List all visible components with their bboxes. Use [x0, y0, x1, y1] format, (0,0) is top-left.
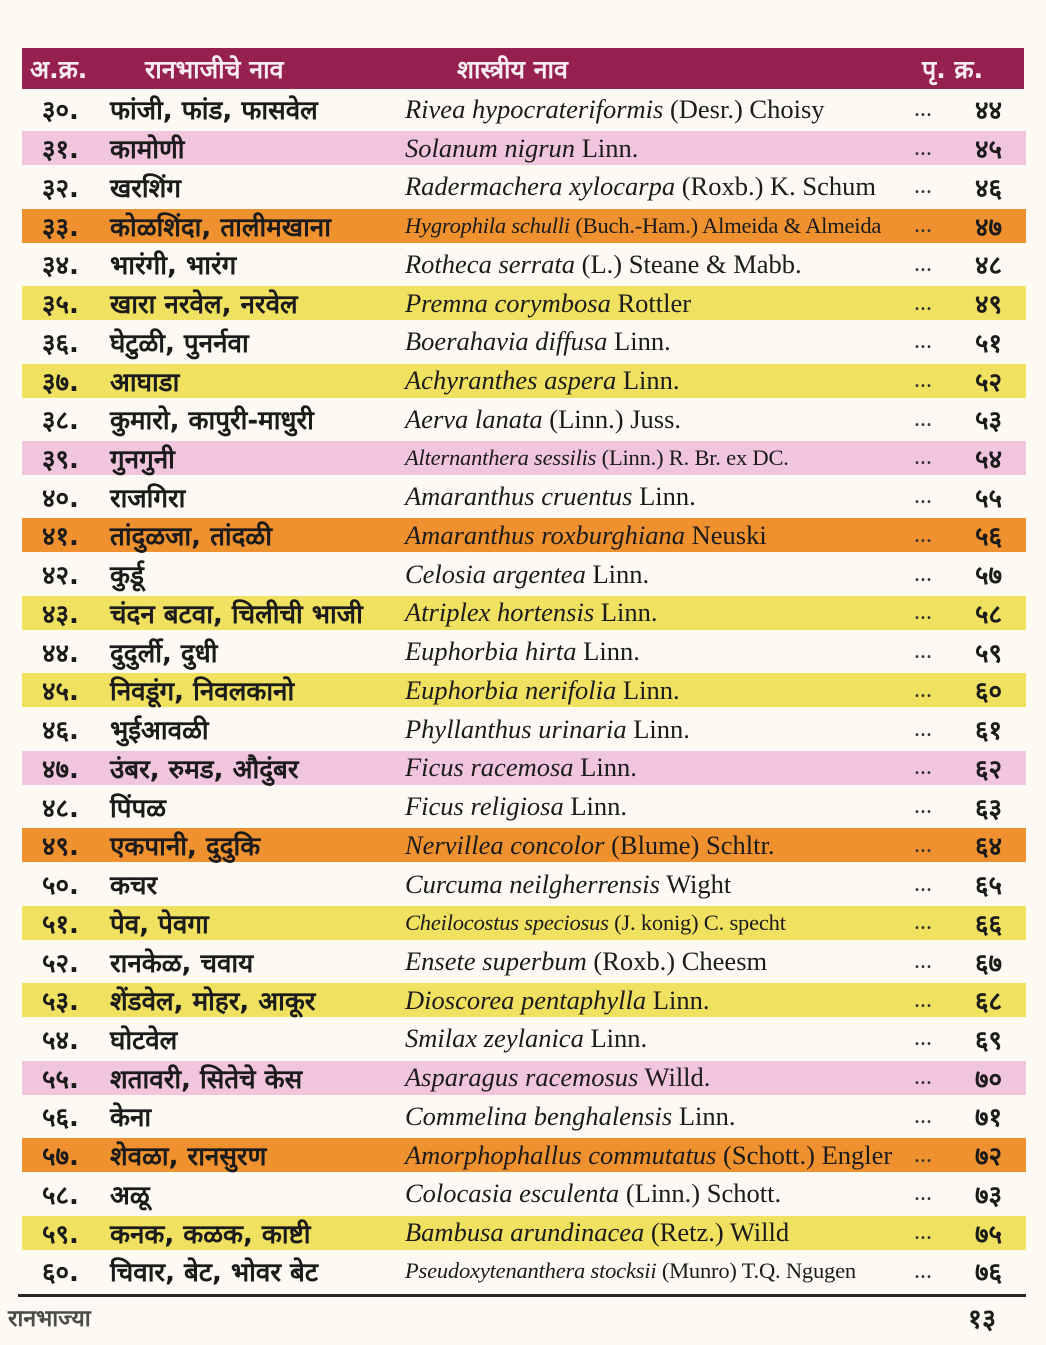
row-serial-number: ३६. — [42, 328, 79, 359]
row-scientific-name-binomial: Amaranthus roxburghiana — [405, 519, 685, 550]
row-vegetable-name: अळू — [110, 1180, 150, 1211]
row-scientific-name — [405, 675, 914, 706]
row-scientific-name-authority: (Retz.) Willd — [644, 1217, 790, 1248]
row-vegetable-name: भारंगी, भारंग — [110, 251, 237, 282]
row-scientific-name-authority: Linn. — [594, 597, 658, 628]
row-leader-dots: ... — [914, 1102, 932, 1129]
row-serial-number: ४५. — [42, 677, 79, 708]
row-vegetable-name: कामोणी — [110, 135, 185, 166]
row-leader-dots: ... — [914, 134, 932, 161]
row-page-number: ७२ — [974, 1142, 1002, 1173]
row-leader-dots: ... — [914, 1141, 932, 1168]
row-serial-number: ५०. — [42, 871, 79, 902]
row-vegetable-name: शेवळा, रानसुरण — [110, 1142, 267, 1173]
table-row — [22, 942, 1026, 981]
row-scientific-name-binomial: Amaranthus cruentus — [405, 481, 633, 512]
row-scientific-name — [405, 1101, 914, 1132]
row-scientific-name-binomial: Boerahavia diffusa — [405, 326, 608, 357]
row-page-number: ७० — [974, 1064, 1002, 1095]
row-page-number: ६७ — [974, 948, 1002, 979]
row-scientific-name-authority: Linn. — [616, 365, 680, 395]
row-leader-dots: ... — [914, 250, 932, 277]
row-page-number: ४७ — [974, 212, 1002, 243]
row-scientific-name-authority: Linn. — [626, 713, 690, 744]
row-scientific-name-binomial: Rivea hypocrateriformis — [405, 93, 664, 124]
row-page-number: ६२ — [974, 754, 1002, 785]
row-page-number: ५६ — [974, 522, 1002, 553]
row-leader-dots: ... — [914, 212, 932, 239]
row-scientific-name-authority: Linn. — [573, 752, 637, 783]
row-scientific-name — [405, 830, 914, 861]
row-page-number: ६५ — [974, 871, 1002, 902]
row-page-number: ६८ — [974, 987, 1002, 1018]
row-vegetable-name: केना — [110, 1103, 152, 1134]
row-leader-dots: ... — [914, 831, 932, 858]
footer-page-number: १३ — [967, 1304, 996, 1335]
row-scientific-name-authority: Linn. — [583, 1023, 648, 1054]
row-scientific-name — [405, 288, 914, 319]
row-scientific-name — [405, 714, 914, 745]
row-scientific-name — [405, 481, 914, 512]
row-page-number: ५१ — [974, 328, 1002, 359]
row-page-number: ७३ — [974, 1180, 1002, 1211]
row-scientific-name-authority: Linn. — [563, 791, 628, 822]
table-row — [22, 787, 1026, 826]
row-leader-dots: ... — [914, 289, 932, 316]
row-scientific-name-authority: (Munro) T.Q. Ngugen — [656, 1258, 856, 1284]
row-vegetable-name: फांजी, फांड, फासवेल — [110, 96, 318, 127]
row-scientific-name — [405, 1178, 914, 1209]
row-leader-dots: ... — [914, 1064, 932, 1091]
table-row — [22, 826, 1026, 865]
row-scientific-name-binomial: Bambusa arundinacea — [405, 1217, 645, 1248]
row-scientific-name-authority: Linn. — [672, 1100, 736, 1131]
row-leader-dots: ... — [914, 1257, 932, 1284]
row-scientific-name-authority: (Linn.) Schott. — [619, 1178, 782, 1209]
row-serial-number: ५१. — [42, 909, 79, 940]
row-leader-dots: ... — [914, 793, 932, 820]
row-scientific-name — [405, 365, 914, 396]
row-serial-number: ३९. — [42, 444, 79, 475]
row-serial-number: ३८. — [42, 406, 79, 437]
row-vegetable-name: निवडूंग, निवलकानो — [110, 677, 295, 708]
row-vegetable-name: कुमारो, कापुरी-माधुरी — [110, 406, 314, 437]
row-vegetable-name: खरशिंग — [110, 173, 181, 204]
row-vegetable-name: पेव, पेवगा — [110, 909, 209, 940]
row-scientific-name-binomial: Curcuma neilgherrensis — [405, 868, 660, 899]
row-scientific-name-authority: (J. konig) C. specht — [608, 909, 786, 935]
table-row — [22, 245, 1026, 284]
row-scientific-name — [405, 326, 914, 357]
row-serial-number: ३२. — [42, 173, 79, 204]
row-serial-number: ५६. — [42, 1103, 79, 1134]
row-scientific-name-binomial: Euphorbia nerifolia — [405, 674, 617, 705]
row-page-number: ५९ — [974, 638, 1002, 669]
row-leader-dots: ... — [914, 1219, 932, 1246]
row-scientific-name — [405, 597, 914, 628]
row-vegetable-name: राजगिरा — [110, 483, 186, 514]
row-scientific-name-authority: (Linn.) R. Br. ex DC. — [596, 444, 789, 470]
row-leader-dots: ... — [914, 715, 932, 742]
table-row — [22, 1020, 1026, 1059]
row-leader-dots: ... — [914, 909, 932, 936]
row-page-number: ६९ — [974, 1025, 1002, 1056]
footer-rule — [18, 1294, 1026, 1297]
row-page-number: ७५ — [974, 1219, 1002, 1250]
table-row — [22, 439, 1026, 478]
row-scientific-name — [405, 985, 914, 1016]
row-serial-number: ५२. — [42, 948, 79, 979]
row-scientific-name — [405, 445, 914, 471]
row-page-number: ५५ — [974, 483, 1002, 514]
row-scientific-name-authority: Rottler — [610, 287, 692, 318]
row-scientific-name — [405, 791, 914, 822]
row-vegetable-name: कुर्डू — [110, 561, 144, 592]
row-serial-number: ४४. — [42, 638, 79, 669]
row-scientific-name-authority: (Desr.) Choisy — [663, 93, 825, 124]
row-scientific-name-authority: Wight — [659, 868, 732, 899]
row-scientific-name-binomial: Phyllanthus urinaria — [405, 713, 627, 744]
row-page-number: ६३ — [974, 793, 1002, 824]
row-vegetable-name: शेंडवेल, मोहर, आकूर — [110, 987, 316, 1018]
row-serial-number: ४७. — [42, 754, 79, 785]
row-scientific-name — [405, 520, 914, 551]
row-scientific-name-binomial: Alternanthera sessilis — [405, 444, 597, 470]
row-scientific-name-authority: Linn. — [646, 984, 710, 1015]
row-leader-dots: ... — [914, 444, 932, 471]
row-scientific-name-binomial: Nervillea concolor — [405, 829, 605, 860]
row-scientific-name — [405, 1023, 914, 1054]
row-serial-number: ५४. — [42, 1025, 79, 1056]
row-scientific-name-binomial: Radermachera xylocarpa — [405, 171, 676, 202]
table-row — [22, 361, 1026, 400]
row-scientific-name — [405, 1258, 914, 1284]
row-serial-number: ४२. — [42, 561, 79, 592]
row-vegetable-name: भुईआवळी — [110, 716, 209, 747]
row-scientific-name-authority: Willd. — [638, 1062, 711, 1093]
row-serial-number: ३५. — [42, 290, 79, 321]
row-leader-dots: ... — [914, 986, 932, 1013]
row-scientific-name-authority: (Blume) Schltr. — [604, 829, 775, 860]
table-row — [22, 1213, 1026, 1252]
row-leader-dots: ... — [914, 328, 932, 355]
row-page-number: ६१ — [974, 716, 1002, 747]
row-scientific-name-authority: Linn. — [575, 132, 639, 163]
table-row — [22, 129, 1026, 168]
row-scientific-name-binomial: Achyranthes aspera — [405, 365, 617, 395]
row-scientific-name-binomial: Ensete superbum — [405, 946, 587, 977]
row-serial-number: ६०. — [42, 1258, 79, 1289]
row-leader-dots: ... — [914, 948, 932, 975]
row-scientific-name — [405, 946, 914, 977]
row-page-number: ७१ — [974, 1103, 1002, 1134]
column-header-scientific-name: शास्त्रीय नाव — [457, 54, 568, 84]
table-row — [22, 555, 1026, 594]
table-row — [22, 1097, 1026, 1136]
row-page-number: ४९ — [974, 290, 1002, 321]
table-row — [22, 594, 1026, 633]
table-row — [22, 516, 1026, 555]
row-vegetable-name: कचर — [110, 871, 158, 902]
table-row — [22, 1175, 1026, 1214]
row-scientific-name-authority: (Roxb.) Cheesm — [586, 946, 768, 977]
table-row — [22, 167, 1026, 206]
row-scientific-name-authority: Neuski — [684, 519, 767, 550]
row-scientific-name-binomial: Ficus racemosa — [405, 752, 574, 783]
row-vegetable-name: रानकेळ, चवाय — [110, 948, 254, 979]
row-serial-number: ४९. — [42, 832, 79, 863]
row-serial-number: ५३. — [42, 987, 79, 1018]
row-page-number: ५२ — [974, 367, 1002, 398]
row-page-number: ७६ — [974, 1258, 1002, 1289]
row-scientific-name-authority: (L.) Steane & Mabb. — [575, 248, 802, 279]
row-scientific-name-binomial: Euphorbia hirta — [405, 636, 577, 667]
row-vegetable-name: एकपानी, दुदुकि — [110, 832, 261, 863]
row-scientific-name — [405, 1140, 914, 1171]
row-page-number: ४८ — [974, 251, 1002, 282]
row-vegetable-name: कनक, कळक, काष्टी — [110, 1219, 311, 1250]
row-scientific-name-authority: (Linn.) Juss. — [542, 403, 682, 434]
row-leader-dots: ... — [914, 1180, 932, 1207]
row-vegetable-name: तांदुळजा, तांदळी — [110, 522, 272, 553]
row-leader-dots: ... — [914, 638, 932, 665]
row-page-number: ४४ — [974, 96, 1002, 127]
row-leader-dots: ... — [914, 870, 932, 897]
row-scientific-name — [405, 910, 914, 936]
row-serial-number: ५५. — [42, 1064, 79, 1095]
row-scientific-name-authority: (Schott.) Engler — [716, 1139, 893, 1170]
row-scientific-name — [405, 559, 914, 590]
table-row — [22, 981, 1026, 1020]
table-row — [22, 206, 1026, 245]
row-serial-number: ५७. — [42, 1142, 79, 1173]
row-serial-number: ४०. — [42, 483, 79, 514]
row-leader-dots: ... — [914, 95, 932, 122]
table-row — [22, 671, 1026, 710]
row-serial-number: ५८. — [42, 1180, 79, 1211]
table-row — [22, 865, 1026, 904]
row-vegetable-name: चिवार, बेट, भोवर बेट — [110, 1258, 318, 1289]
row-scientific-name-authority: Linn. — [585, 558, 650, 589]
row-vegetable-name: घोटवेल — [110, 1025, 178, 1056]
row-page-number: ४५ — [974, 135, 1002, 166]
footer-book-title: रानभाज्या — [8, 1306, 91, 1332]
row-page-number: ६६ — [974, 909, 1002, 940]
table-row — [22, 1136, 1026, 1175]
row-scientific-name-binomial: Aerva lanata — [405, 403, 543, 434]
row-serial-number: ३१. — [42, 135, 79, 166]
table-row — [22, 90, 1026, 129]
row-leader-dots: ... — [914, 367, 932, 393]
row-scientific-name — [405, 869, 914, 900]
row-vegetable-name: घेटुळी, पुनर्नवा — [110, 328, 249, 359]
table-row — [22, 903, 1026, 942]
row-leader-dots: ... — [914, 1025, 932, 1052]
row-scientific-name-authority: Linn. — [632, 481, 696, 512]
row-page-number: ५३ — [974, 406, 1002, 437]
table-row — [22, 322, 1026, 361]
row-page-number: ६० — [974, 677, 1002, 708]
row-leader-dots: ... — [914, 173, 932, 200]
table-row — [22, 710, 1026, 749]
row-vegetable-name: खारा नरवेल, नरवेल — [110, 290, 298, 321]
row-scientific-name — [405, 404, 914, 435]
table-row — [22, 1058, 1026, 1097]
row-scientific-name-binomial: Celosia argentea — [405, 558, 586, 589]
row-vegetable-name: दुदुर्ली, दुधी — [110, 638, 218, 669]
row-page-number: ५७ — [974, 561, 1002, 592]
table-row — [22, 477, 1026, 516]
row-page-number: ६४ — [974, 832, 1002, 863]
row-scientific-name — [405, 249, 914, 280]
row-scientific-name-binomial: Premna corymbosa — [405, 287, 611, 318]
table-body — [22, 90, 1026, 1291]
table-header-bar — [22, 48, 1024, 89]
row-scientific-name-binomial: Cheilocostus speciosus — [405, 909, 609, 935]
row-scientific-name-binomial: Commelina benghalensis — [405, 1100, 673, 1131]
table-row — [22, 1252, 1026, 1291]
row-vegetable-name: शतावरी, सितेचे केस — [110, 1064, 303, 1095]
row-scientific-name-binomial: Rotheca serrata — [405, 248, 576, 279]
row-page-number: ४६ — [974, 173, 1002, 204]
row-leader-dots: ... — [914, 599, 932, 626]
row-page-number: ५४ — [974, 444, 1002, 475]
row-scientific-name-authority: Linn. — [616, 674, 680, 705]
column-header-serial: अ.क्र. — [30, 54, 88, 84]
row-vegetable-name: उंबर, रुमड, औदुंबर — [110, 754, 299, 785]
row-scientific-name — [405, 133, 914, 164]
row-scientific-name-binomial: Asparagus racemosus — [405, 1062, 639, 1093]
row-serial-number: ३३. — [42, 212, 79, 243]
row-scientific-name — [405, 94, 914, 125]
table-row — [22, 284, 1026, 323]
row-serial-number: ५९. — [42, 1219, 79, 1250]
row-vegetable-name: कोळशिंदा, तालीमखाना — [110, 212, 331, 243]
row-scientific-name-authority: Linn. — [607, 326, 671, 357]
row-scientific-name-binomial: Colocasia esculenta — [405, 1178, 620, 1209]
row-serial-number: ३०. — [42, 96, 79, 127]
row-scientific-name-binomial: Smilax zeylanica — [405, 1023, 584, 1054]
row-scientific-name-authority: Linn. — [576, 636, 640, 667]
row-scientific-name — [405, 213, 914, 239]
row-scientific-name — [405, 636, 914, 667]
row-scientific-name — [405, 752, 914, 783]
row-leader-dots: ... — [914, 405, 932, 432]
row-scientific-name-binomial: Amorphophallus commutatus — [405, 1139, 717, 1170]
table-row — [22, 632, 1026, 671]
row-vegetable-name: गुनगुनी — [110, 444, 175, 475]
row-leader-dots: ... — [914, 754, 932, 781]
row-vegetable-name: चंदन बटवा, चिलीची भाजी — [110, 599, 363, 630]
table-row — [22, 400, 1026, 439]
row-scientific-name-binomial: Pseudoxytenanthera stocksii — [405, 1258, 657, 1284]
row-serial-number: ४८. — [42, 793, 79, 824]
row-serial-number: ४६. — [42, 716, 79, 747]
row-scientific-name-binomial: Dioscorea pentaphylla — [405, 984, 647, 1015]
row-serial-number: ३४. — [42, 251, 79, 282]
row-leader-dots: ... — [914, 560, 932, 587]
row-leader-dots: ... — [914, 676, 932, 703]
column-header-page-number: पृ. क्र. — [922, 54, 984, 84]
row-scientific-name — [405, 1217, 914, 1248]
row-scientific-name-binomial: Hygrophila schulli — [405, 212, 570, 238]
row-serial-number: ३७. — [42, 367, 79, 398]
row-serial-number: ४३. — [42, 599, 79, 630]
row-scientific-name-binomial: Ficus religiosa — [405, 791, 564, 822]
row-scientific-name-authority: (Roxb.) K. Schum — [675, 171, 877, 202]
row-scientific-name — [405, 1062, 914, 1093]
row-vegetable-name: पिंपळ — [110, 793, 167, 824]
row-scientific-name — [405, 171, 914, 202]
row-scientific-name-binomial: Atriplex hortensis — [405, 597, 595, 628]
row-scientific-name-binomial: Solanum nigrun — [405, 132, 576, 163]
column-header-vegetable-name: रानभाजीचे नाव — [145, 54, 284, 84]
row-scientific-name-authority: (Buch.-Ham.) Almeida & Almeida — [569, 212, 882, 238]
row-vegetable-name: आघाडा — [110, 367, 180, 398]
row-leader-dots: ... — [914, 521, 932, 548]
table-row — [22, 748, 1026, 787]
row-serial-number: ४१. — [42, 522, 79, 553]
row-leader-dots: ... — [914, 483, 932, 510]
row-page-number: ५८ — [974, 599, 1002, 630]
